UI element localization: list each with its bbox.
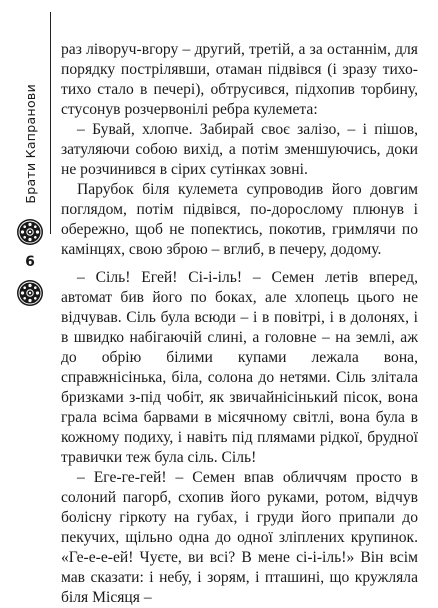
running-head [18, 14, 42, 204]
text-section-1 [61, 40, 418, 260]
paragraph: – Еге-ге-гей! – Семен впав обличчям просто в солоний пагорб, схопив його руками, ротом, відчув болісну гіркоту на губах, і груди його припали до пекучих, щільно одна до одної зліплених крупинок. «Ге-е-е-ей! Чуєте, ви всі? В мене сі-і-іль!» Він всім мав сказати: і небу, і зорям, і пташині, що кружляла біля Місяця – [61, 469, 418, 606]
paragraph: – Бувай, хлопче. Забирай своє залізо, – і пішов, затуляючи собою вихід, а потім зменшуючись, доки не розчинився в сірих сутінках зовні. [61, 121, 418, 178]
page-number: 6 [25, 254, 35, 270]
paragraph: – Сіль! Егей! Сі-і-іль! – Семен летів вперед, автомат бив його по боках, але хлопець цього не відчував. Сіль була всюди – і в повітрі, і в долонях, і в швидко набігаючій слині, а головне – на землі, аж до обрію білими купами лежала вона, справжнісінька, біла, солона до нетями. Сіль злітала бризками з-під чобіт, як звичайнісінький пісок, вона грала всіма барвами в місячному світлі, вона була в кожному подиху, і навіть під плямами рідкої, брудної травички теж була сіль. Сіль! [61, 269, 418, 466]
ornament-icon [16, 218, 44, 246]
paragraph: раз ліворуч-вгору – другий, третій, а за останнім, для порядку пострілявши, отаман підвівся (і зразу тихо-тихо стало в печері), обтрусився, підхопив торбину, стусонув розчервонілі ребра кулемета: [61, 41, 418, 118]
sidebar-divider [50, 12, 51, 234]
paragraph: Парубок біля кулемета супроводив його довгим поглядом, потім підвівся, по-дорослому плюнув і обережно, щоб не попектись, покотив, гримлячи по камінцях, свою зброю – вглиб, в печеру, додому. [61, 181, 418, 258]
text-section-2 [61, 268, 418, 608]
ornament-icon [16, 279, 44, 307]
running-head-text: Брати Капранови [22, 84, 38, 204]
